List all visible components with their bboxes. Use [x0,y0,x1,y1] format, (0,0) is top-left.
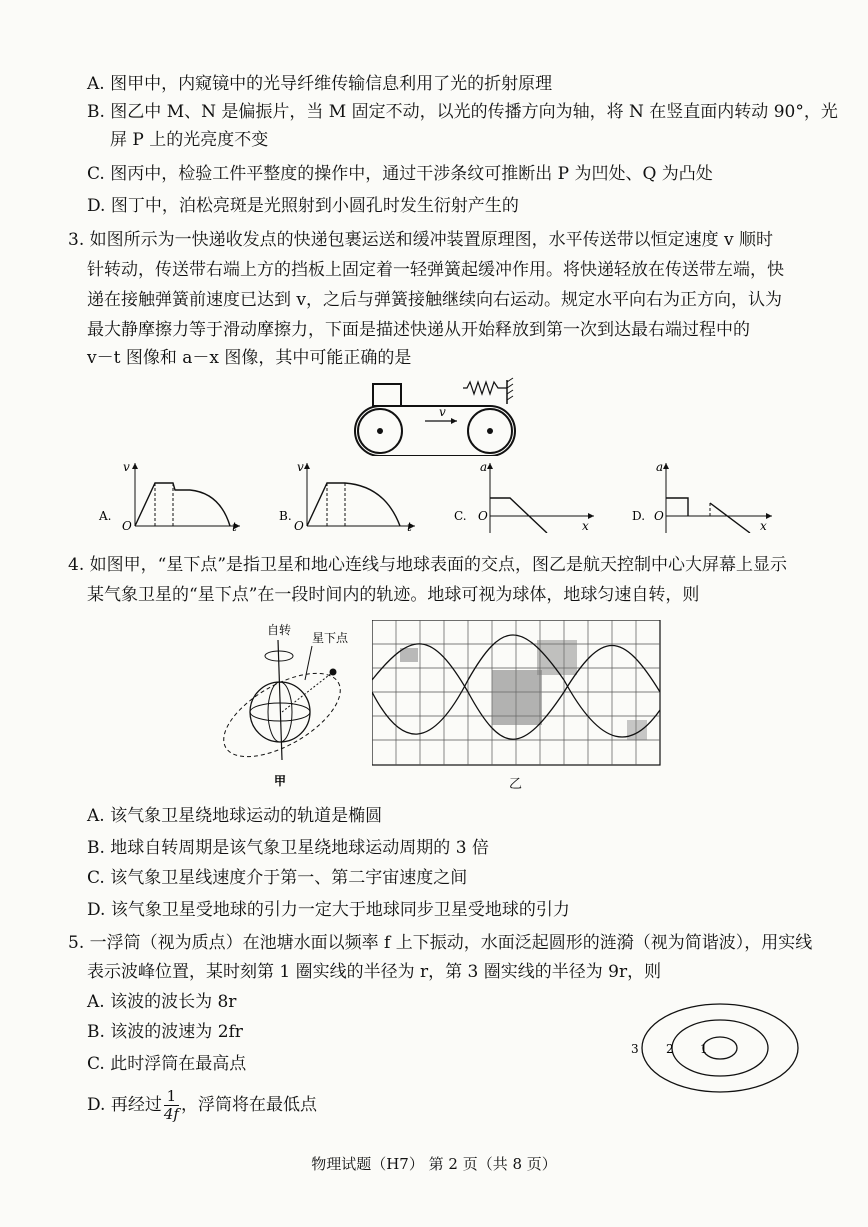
graph-d [630,458,780,533]
graph-a-origin: O [122,519,132,533]
graph-b-curve [307,483,345,526]
figure-jia-earth [212,620,362,790]
figure-jia-caption: 甲 [274,774,287,788]
q4-option-c: C. 该气象卫星线速度介于第一、第二宇宙速度之间 [87,868,468,888]
graph-c-origin: O [478,509,488,523]
q2-option-c: C. 图丙中，检验工件平整度的操作中，通过干涉条纹可推断出 P 为凹处、Q 为凸处 [87,164,713,184]
package-box [373,384,401,406]
q3-stem-line2: 针转动，传送带右端上方的挡板上固定着一轻弹簧起缓冲作用。将快递轻放在传送带左端，快 [87,260,784,280]
conveyor-belt-figure [345,376,525,456]
page-footer: 物理试题（H7） 第 2 页（共 8 页） [311,1155,557,1173]
q4-stem-line2: 某气象卫星的“星下点”在一段时间内的轨迹。地球可视为球体，地球匀速自转，则 [87,585,700,605]
graph-a-xlabel: t [232,520,237,533]
q3-stem-line5: v－t 图像和 a－x 图像，其中可能正确的是 [87,348,412,368]
graph-c-xlabel: x [582,519,589,533]
ripple-ring-2 [672,1020,768,1076]
graph-b-xlabel: t [407,520,412,533]
graph-a [95,458,255,533]
graph-c-ylabel: a [480,460,488,474]
fraction-numerator: 1 [164,1088,179,1106]
ripple-figure [625,998,805,1098]
q5-option-d-suffix: ，浮筒将在最低点 [180,1095,317,1115]
rotation-label: 自转 [267,623,292,637]
q3-stem-line4: 最大静摩擦力等于滑动摩擦力，下面是描述快递从开始释放到第一次到达最右端过程中的 [87,320,750,340]
graph-a-label: A. [99,509,112,523]
q2-option-b-line2: 屏 P 上的光亮度不变 [110,130,269,150]
q5-fraction [164,1088,179,1123]
q4-option-b: B. 地球自转周期是该气象卫星绕地球运动周期的 3 倍 [87,838,489,858]
ring-2-label: 2 [666,1042,674,1056]
graph-b-label: B. [279,509,292,523]
q5-option-c: C. 此时浮筒在最高点 [87,1054,247,1074]
q2-option-b-line1: B. 图乙中 M、N 是偏振片，当 M 固定不动，以光的传播方向为轴，将 N 在竖直面内转动 90°，光 [87,102,838,122]
graph-b-ylabel: v [297,460,304,474]
graph-d-ylabel: a [656,460,664,474]
q5-option-d-prefix: D. 再经过 [87,1095,162,1115]
graph-d-label: D. [632,509,646,523]
ring-3-label: 3 [631,1042,639,1056]
fraction-denominator: 4f [163,1105,179,1123]
figure-yi-caption: 乙 [509,777,523,792]
graph-a-ylabel: v [123,460,130,474]
ripple-ring-1 [703,1037,737,1059]
q5-option-d [87,1088,317,1123]
ring-1-label: 1 [700,1042,708,1056]
q2-option-a: A. 图甲中，内窥镜中的光导纤维传输信息利用了光的折射原理 [87,74,553,94]
q3-stem-line1: 3. 如图所示为一快递收发点的快递包裹运送和缓冲装置原理图，水平传送带以恒定速度 v 顺时 [68,230,774,250]
q5-stem-line2: 表示波峰位置，某时刻第 1 圈实线的半径为 r，第 3 圈实线的半径为 9r，则 [87,962,662,982]
spring-icon [463,382,507,394]
belt-velocity-label: v [439,405,446,419]
belt-arrow-icon [451,418,457,424]
graph-d-xlabel: x [760,519,767,533]
q4-option-d: D. 该气象卫星受地球的引力一定大于地球同步卫星受地球的引力 [87,900,570,920]
subpoint-label: 星下点 [312,631,349,645]
graph-d-origin: O [654,509,664,523]
q5-stem-line1: 5. 一浮筒（视为质点）在池塘水面以频率 f 上下振动，水面泛起圆形的涟漪（视为简谐波），用实线 [68,933,813,953]
q5-option-a: A. 该波的波长为 8r [87,992,237,1012]
graph-b [275,458,425,533]
graph-d-curve [666,498,688,516]
q3-stem-line3: 递在接触弹簧前速度已达到 v，之后与弹簧接触继续向右运动。规定水平向右为正方向，认为 [87,290,783,310]
graph-a-curve [135,483,190,526]
q5-option-b: B. 该波的波速为 2fr [87,1022,243,1042]
q2-option-d: D. 图丁中，泊松亮斑是光照射到小圆孔时发生衍射产生的 [87,196,519,216]
q4-stem-line1: 4. 如图甲，“星下点”是指卫星和地心连线与地球表面的交点，图乙是航天控制中心大屏幕上显示 [68,555,788,575]
graph-b-origin: O [294,519,304,533]
graph-c [452,458,602,533]
figure-yi-map [372,620,662,772]
graph-c-label: C. [454,509,467,523]
q4-option-a: A. 该气象卫星绕地球运动的轨道是椭圆 [87,806,383,826]
